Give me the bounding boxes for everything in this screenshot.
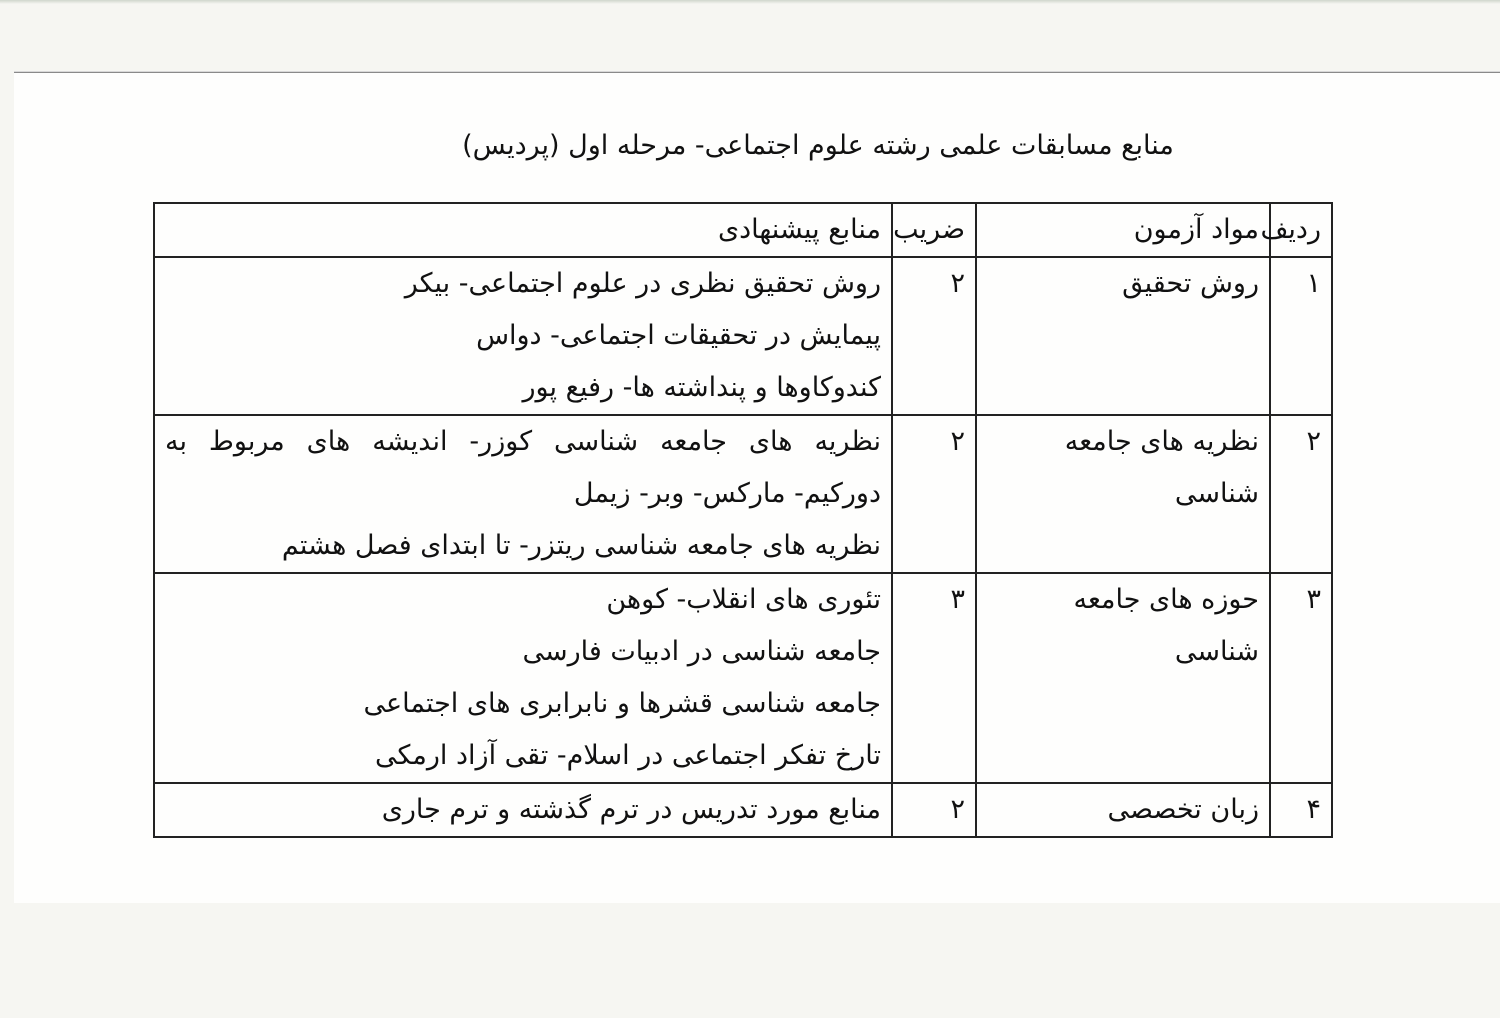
coefficient-cell: ۲: [892, 257, 976, 415]
subject-cell: نظریه های جامعه شناسی: [976, 415, 1270, 573]
source-item: تئوری های انقلاب- کوهن: [606, 584, 881, 615]
header-row-number: ردیف: [1270, 203, 1332, 257]
sources-cell: [154, 573, 892, 783]
coefficient-cell: ۲: [892, 415, 976, 573]
table-row: [154, 257, 1332, 415]
source-item: کندوکاوها و پنداشته ها- رفیع پور: [522, 372, 881, 403]
header-subject: مواد آزمون: [976, 203, 1270, 257]
source-item: منابع مورد تدریس در ترم گذشته و ترم جاری: [381, 794, 881, 825]
header-coefficient: ضریب: [892, 203, 976, 257]
table-row: [154, 415, 1332, 573]
row-number: ۱: [1270, 257, 1332, 415]
exam-sources-table: [153, 202, 1333, 838]
source-item: نظریه های جامعه شناسی کوزر- اندیشه های مربوط به: [165, 426, 881, 457]
source-item: جامعه شناسی در ادبیات فارسی: [522, 636, 881, 667]
source-item: روش تحقیق نظری در علوم اجتماعی- بیکر: [404, 268, 881, 299]
source-item: دورکیم- مارکس- وبر- زیمل: [573, 478, 881, 509]
scan-edge: [0, 0, 1500, 4]
row-number: ۳: [1270, 573, 1332, 783]
subject-cell: روش تحقیق: [976, 257, 1270, 415]
coefficient-cell: ۲: [892, 783, 976, 837]
source-item: پیمایش در تحقیقات اجتماعی- دواس: [476, 320, 881, 351]
page-title: منابع مسابقات علمی رشته علوم اجتماعی- مرحله اول (پردیس): [462, 130, 1174, 161]
table-row: [154, 573, 1332, 783]
table-row: [154, 783, 1332, 837]
table-header-row: [154, 203, 1332, 257]
coefficient-cell: ۳: [892, 573, 976, 783]
row-number: ۴: [1270, 783, 1332, 837]
row-number: ۲: [1270, 415, 1332, 573]
source-item: جامعه شناسی قشرها و نابرابری های اجتماعی: [363, 688, 881, 719]
sources-cell: [154, 415, 892, 573]
subject-cell: حوزه های جامعه شناسی: [976, 573, 1270, 783]
sources-cell: [154, 257, 892, 415]
header-sources: منابع پیشنهادی: [154, 203, 892, 257]
sources-cell: [154, 783, 892, 837]
source-item: تارخ تفکر اجتماعی در اسلام- تقی آزاد ارمکی: [375, 740, 881, 771]
subject-cell: زبان تخصصی: [976, 783, 1270, 837]
source-item: نظریه های جامعه شناسی ریتزر- تا ابتدای فصل هشتم: [281, 530, 881, 561]
